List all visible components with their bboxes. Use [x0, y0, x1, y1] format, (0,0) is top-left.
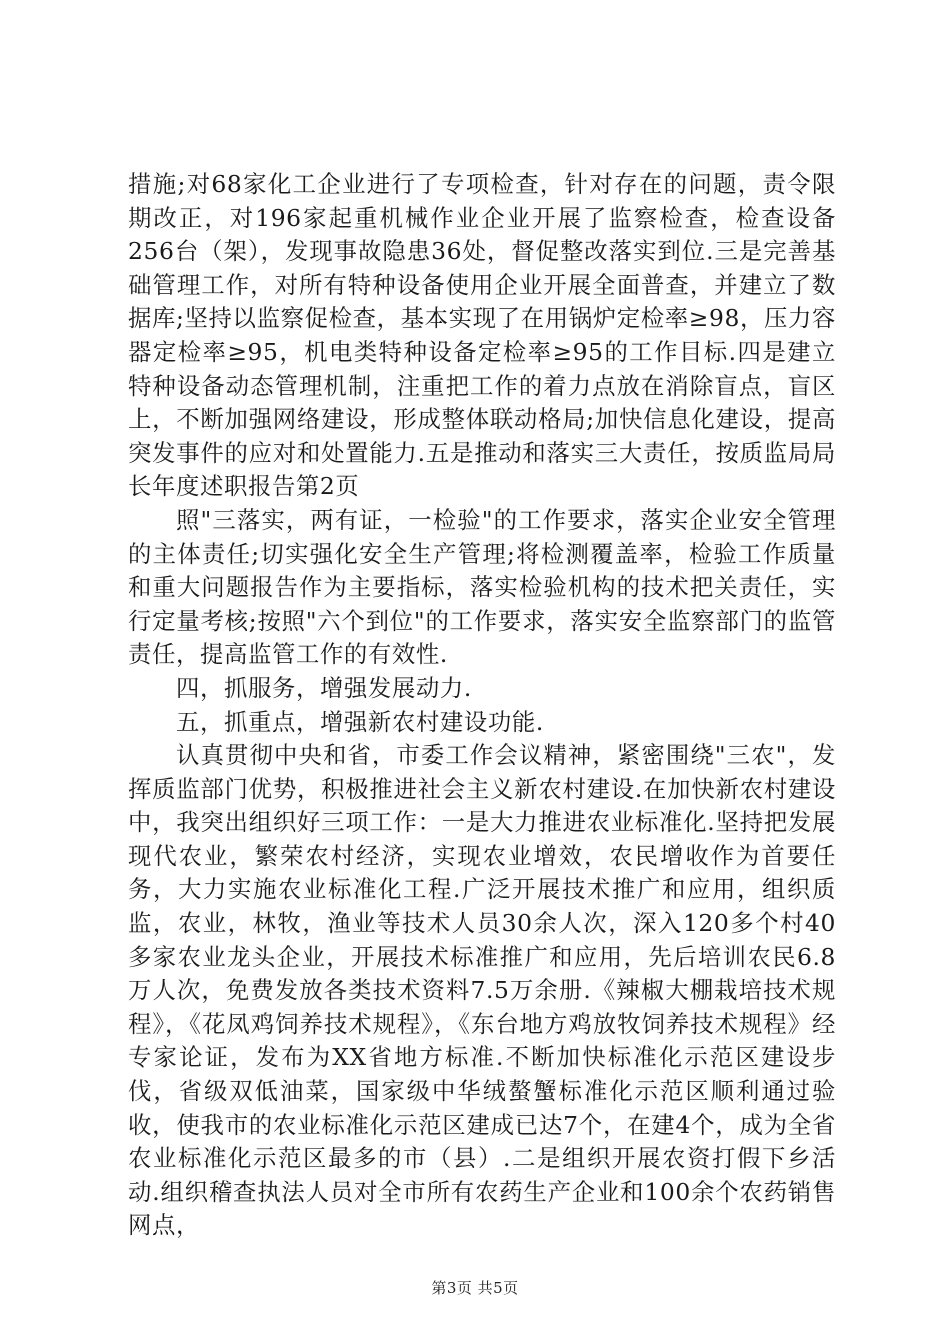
- page-number-footer: 第3页 共5页: [431, 1279, 519, 1297]
- document-body: [128, 168, 836, 1243]
- paragraph-three-implementations: 照"三落实，两有证，一检验"的工作要求，落实企业安全管理的主体责任;切实强化安全生产管理;将检测覆盖率，检验工作质量和重大问题报告作为主要指标，落实检验机构的技术把关责任，实行定量考核;按照"六个到位"的工作要求，落实安全监察部门的监管责任，提高监管工作的有效性.: [128, 505, 836, 669]
- paragraph-new-countryside: 认真贯彻中央和省，市委工作会议精神，紧密围绕"三农"，发挥质监部门优势，积极推进社会主义新农村建设.在加快新农村建设中，我突出组织好三项工作：一是大力推进农业标准化.坚持把发展现代农业，繁荣农村经济，实现农业增效，农民增收作为首要任务，大力实施农业标准化工程.广泛开展技术推广和应用，组织质监，农业，林牧，渔业等技术人员30余人次，深入120多个村40多家农业龙头企业，开展技术标准推广和应用，先后培训农民6.8万人次，免费发放各类技术资料7.5万余册.《辣椒大棚栽培技术规程》，《花凤鸡饲养技术规程》，《东台地方鸡放牧饲养技术规程》经专家论证，发布为XX省地方标准.不断加快标准化示范区建设步伐，省级双低油菜，国家级中华绒螯蟹标准化示范区顺利通过验收，使我市的农业标准化示范区建成已达7个，在建4个，成为全省农业标准化示范区最多的市（县）.二是组织开展农资打假下乡活动.组织稽查执法人员对全市所有农药生产企业和100余个农药销售网点，: [128, 741, 836, 1240]
- paragraph-continued: 措施;对68家化工企业进行了专项检查，针对存在的问题，责令限期改正，对196家起重机械作业企业开展了监察检查，检查设备256台（架），发现事故隐患36处，督促整改落实到位.三是完善基础管理工作，对所有特种设备使用企业开展全面普查，并建立了数据库;坚持以监察促检查，基本实现了在用锅炉定检率≥98，压力容器定检率≥95，机电类特种设备定检率≥95的工作目标.四是建立特种设备动态管理机制，注重把工作的着力点放在消除盲点，盲区上，不断加强网络建设，形成整体联动格局;加快信息化建设，提高突发事件的应对和处置能力.五是推动和落实三大责任，按质监局局长年度述职报告第2页: [128, 170, 836, 501]
- section-heading-four: 四，抓服务，增强发展动力.: [176, 673, 472, 702]
- section-heading-five: 五，抓重点，增强新农村建设功能.: [176, 707, 544, 736]
